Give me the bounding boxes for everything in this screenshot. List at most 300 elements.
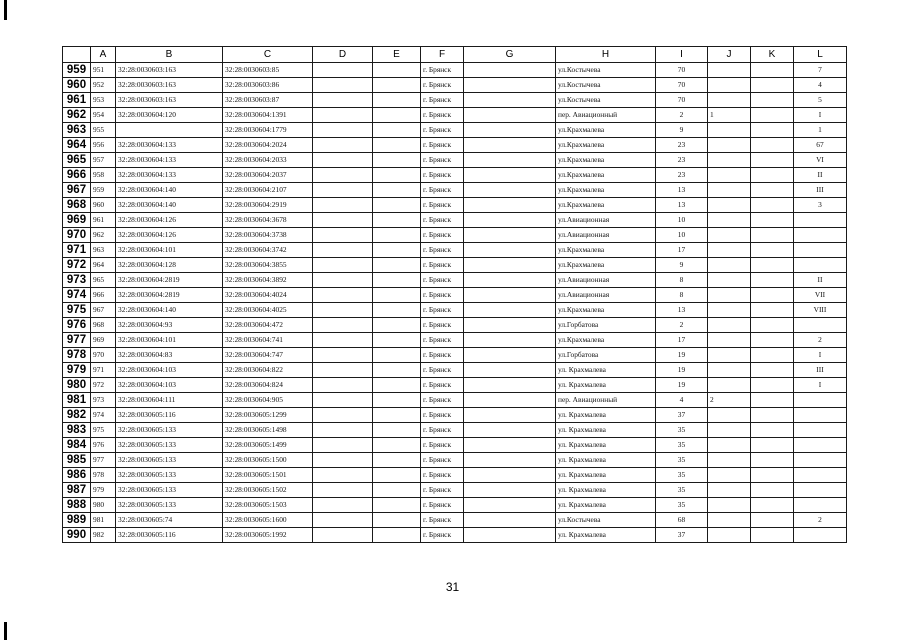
table-row	[63, 363, 847, 378]
cell-f: г. Брянск	[421, 513, 464, 528]
cell-i: 35	[656, 498, 708, 513]
cell-d	[313, 303, 373, 318]
cell-j	[708, 168, 751, 183]
row-number: 988	[63, 498, 91, 513]
cell-f: г. Брянск	[421, 273, 464, 288]
column-header-b: B	[116, 47, 223, 63]
cell-e	[373, 318, 421, 333]
cell-e	[373, 168, 421, 183]
cell-f: г. Брянск	[421, 243, 464, 258]
cell-a: 966	[91, 288, 116, 303]
cell-g	[464, 378, 556, 393]
cell-f: г. Брянск	[421, 378, 464, 393]
cell-j	[708, 138, 751, 153]
cell-j	[708, 423, 751, 438]
cell-e	[373, 288, 421, 303]
cell-h: ул. Крахмалева	[556, 363, 656, 378]
cell-j	[708, 333, 751, 348]
table-row	[63, 348, 847, 363]
cell-d	[313, 123, 373, 138]
table-row	[63, 138, 847, 153]
cell-i: 35	[656, 423, 708, 438]
cell-c: 32:28:0030603:87	[223, 93, 313, 108]
table-row	[63, 438, 847, 453]
cell-e	[373, 438, 421, 453]
row-number: 986	[63, 468, 91, 483]
cell-h: ул.Крахмалева	[556, 198, 656, 213]
cell-b: 32:28:0030604:103	[116, 363, 223, 378]
cell-a: 963	[91, 243, 116, 258]
cell-j: 2	[708, 393, 751, 408]
column-header-d: D	[313, 47, 373, 63]
cell-e	[373, 498, 421, 513]
cell-k	[751, 408, 794, 423]
cell-k	[751, 393, 794, 408]
cell-g	[464, 513, 556, 528]
cell-h: ул.Авиационная	[556, 288, 656, 303]
cell-i: 17	[656, 333, 708, 348]
cell-a: 961	[91, 213, 116, 228]
cell-l: III	[794, 363, 847, 378]
cell-h: ул.Костычева	[556, 63, 656, 78]
cell-i: 8	[656, 288, 708, 303]
cell-a: 960	[91, 198, 116, 213]
cell-k	[751, 363, 794, 378]
table-row	[63, 273, 847, 288]
column-header-e: E	[373, 47, 421, 63]
cell-l: II	[794, 273, 847, 288]
cell-a: 973	[91, 393, 116, 408]
cell-i: 23	[656, 168, 708, 183]
cell-f: г. Брянск	[421, 183, 464, 198]
cell-a: 958	[91, 168, 116, 183]
cell-j	[708, 258, 751, 273]
cell-j	[708, 363, 751, 378]
cell-b: 32:28:0030605:74	[116, 513, 223, 528]
cell-h: ул.Костычева	[556, 78, 656, 93]
cell-k	[751, 243, 794, 258]
cell-f: г. Брянск	[421, 528, 464, 543]
cell-k	[751, 453, 794, 468]
cell-e	[373, 363, 421, 378]
row-number: 965	[63, 153, 91, 168]
cell-c: 32:28:0030604:2107	[223, 183, 313, 198]
cell-k	[751, 303, 794, 318]
cell-i: 17	[656, 243, 708, 258]
cell-g	[464, 138, 556, 153]
cell-h: ул.Крахмалева	[556, 168, 656, 183]
row-number: 983	[63, 423, 91, 438]
cell-g	[464, 303, 556, 318]
cell-h: ул.Горбатова	[556, 318, 656, 333]
table-row	[63, 228, 847, 243]
cell-j	[708, 348, 751, 363]
cell-e	[373, 63, 421, 78]
row-number: 967	[63, 183, 91, 198]
cell-e	[373, 333, 421, 348]
cell-f: г. Брянск	[421, 453, 464, 468]
cell-d	[313, 423, 373, 438]
cell-k	[751, 198, 794, 213]
column-header-i: I	[656, 47, 708, 63]
cell-j	[708, 198, 751, 213]
cell-c: 32:28:0030603:86	[223, 78, 313, 93]
cell-h: ул.Авиационная	[556, 213, 656, 228]
table-row	[63, 393, 847, 408]
cell-c: 32:28:0030604:3678	[223, 213, 313, 228]
row-number: 984	[63, 438, 91, 453]
cell-i: 19	[656, 378, 708, 393]
cell-f: г. Брянск	[421, 213, 464, 228]
cell-h: ул.Крахмалева	[556, 303, 656, 318]
cell-i: 9	[656, 123, 708, 138]
cell-d	[313, 198, 373, 213]
cell-i: 70	[656, 63, 708, 78]
table-row	[63, 93, 847, 108]
cell-g	[464, 258, 556, 273]
cell-c: 32:28:0030605:1500	[223, 453, 313, 468]
cell-f: г. Брянск	[421, 333, 464, 348]
cell-j: 1	[708, 108, 751, 123]
cell-k	[751, 153, 794, 168]
column-header-h: H	[556, 47, 656, 63]
cell-h: ул.Крахмалева	[556, 243, 656, 258]
cell-e	[373, 303, 421, 318]
cell-a: 975	[91, 423, 116, 438]
cell-b: 32:28:0030605:116	[116, 408, 223, 423]
cell-g	[464, 198, 556, 213]
cell-a: 970	[91, 348, 116, 363]
row-number: 962	[63, 108, 91, 123]
scan-edge-mark-bottom	[4, 622, 7, 640]
cell-c: 32:28:0030605:1498	[223, 423, 313, 438]
cell-a: 959	[91, 183, 116, 198]
cell-g	[464, 78, 556, 93]
cell-a: 969	[91, 333, 116, 348]
cell-i: 2	[656, 318, 708, 333]
cell-d	[313, 348, 373, 363]
table-row	[63, 498, 847, 513]
table-row	[63, 468, 847, 483]
cell-b: 32:28:0030604:133	[116, 168, 223, 183]
table-row	[63, 108, 847, 123]
cell-b: 32:28:0030604:140	[116, 303, 223, 318]
cell-d	[313, 483, 373, 498]
cell-h: ул. Крахмалева	[556, 438, 656, 453]
cell-j	[708, 243, 751, 258]
row-number: 979	[63, 363, 91, 378]
cell-g	[464, 123, 556, 138]
cell-e	[373, 138, 421, 153]
cell-i: 23	[656, 138, 708, 153]
cell-k	[751, 93, 794, 108]
cell-l	[794, 408, 847, 423]
cell-g	[464, 318, 556, 333]
column-header-k: K	[751, 47, 794, 63]
cell-l	[794, 318, 847, 333]
cell-j	[708, 153, 751, 168]
cell-b: 32:28:0030604:133	[116, 138, 223, 153]
cell-b: 32:28:0030604:101	[116, 243, 223, 258]
cell-e	[373, 123, 421, 138]
cell-h: ул. Крахмалева	[556, 483, 656, 498]
cell-d	[313, 498, 373, 513]
row-number: 972	[63, 258, 91, 273]
cell-b: 32:28:0030604:2819	[116, 288, 223, 303]
table-row	[63, 63, 847, 78]
cell-a: 978	[91, 468, 116, 483]
cell-l	[794, 228, 847, 243]
cell-h: ул. Крахмалева	[556, 378, 656, 393]
cell-l: I	[794, 108, 847, 123]
cell-i: 13	[656, 303, 708, 318]
table-row	[63, 198, 847, 213]
cell-l: VII	[794, 288, 847, 303]
cell-a: 979	[91, 483, 116, 498]
cell-k	[751, 123, 794, 138]
cell-k	[751, 138, 794, 153]
table-row	[63, 333, 847, 348]
cell-e	[373, 378, 421, 393]
cell-g	[464, 393, 556, 408]
cell-f: г. Брянск	[421, 63, 464, 78]
row-number: 960	[63, 78, 91, 93]
cell-f: г. Брянск	[421, 153, 464, 168]
cell-b: 32:28:0030604:128	[116, 258, 223, 273]
cell-d	[313, 243, 373, 258]
cell-b: 32:28:0030604:103	[116, 378, 223, 393]
row-number: 970	[63, 228, 91, 243]
cell-g	[464, 153, 556, 168]
cell-k	[751, 258, 794, 273]
cell-k	[751, 333, 794, 348]
cell-e	[373, 153, 421, 168]
cell-k	[751, 378, 794, 393]
cell-b: 32:28:0030604:133	[116, 153, 223, 168]
cell-h: ул.Горбатова	[556, 348, 656, 363]
cell-d	[313, 93, 373, 108]
cell-a: 956	[91, 138, 116, 153]
row-number: 987	[63, 483, 91, 498]
cell-k	[751, 348, 794, 363]
cell-j	[708, 183, 751, 198]
cell-f: г. Брянск	[421, 303, 464, 318]
cell-b: 32:28:0030605:116	[116, 528, 223, 543]
cell-c: 32:28:0030605:1499	[223, 438, 313, 453]
cell-l	[794, 438, 847, 453]
column-header-row	[63, 47, 847, 63]
cell-d	[313, 318, 373, 333]
cell-e	[373, 108, 421, 123]
cell-h: ул.Крахмалева	[556, 123, 656, 138]
cell-j	[708, 528, 751, 543]
cell-j	[708, 93, 751, 108]
cell-g	[464, 408, 556, 423]
cell-d	[313, 363, 373, 378]
cell-b: 32:28:0030604:101	[116, 333, 223, 348]
row-number: 963	[63, 123, 91, 138]
cell-i: 23	[656, 153, 708, 168]
cell-k	[751, 63, 794, 78]
cell-a: 955	[91, 123, 116, 138]
table-row	[63, 528, 847, 543]
cell-j	[708, 228, 751, 243]
cell-c: 32:28:0030603:85	[223, 63, 313, 78]
row-number: 959	[63, 63, 91, 78]
cell-j	[708, 288, 751, 303]
cell-c: 32:28:0030604:3738	[223, 228, 313, 243]
cell-a: 954	[91, 108, 116, 123]
cell-f: г. Брянск	[421, 138, 464, 153]
cell-f: г. Брянск	[421, 93, 464, 108]
cell-c: 32:28:0030605:1503	[223, 498, 313, 513]
cell-l: 7	[794, 63, 847, 78]
row-number: 980	[63, 378, 91, 393]
cell-i: 70	[656, 78, 708, 93]
cell-j	[708, 408, 751, 423]
cell-e	[373, 528, 421, 543]
cell-d	[313, 78, 373, 93]
cell-g	[464, 243, 556, 258]
row-number: 974	[63, 288, 91, 303]
cell-b: 32:28:0030604:126	[116, 213, 223, 228]
cell-c: 32:28:0030604:2024	[223, 138, 313, 153]
cell-d	[313, 183, 373, 198]
cell-e	[373, 273, 421, 288]
table-row	[63, 153, 847, 168]
cell-f: г. Брянск	[421, 168, 464, 183]
column-header-g: G	[464, 47, 556, 63]
row-number: 969	[63, 213, 91, 228]
cell-i: 35	[656, 483, 708, 498]
cell-c: 32:28:0030604:1391	[223, 108, 313, 123]
cell-h: ул. Крахмалева	[556, 468, 656, 483]
cell-a: 980	[91, 498, 116, 513]
cell-l: VI	[794, 153, 847, 168]
cell-c: 32:28:0030604:3892	[223, 273, 313, 288]
cell-d	[313, 333, 373, 348]
cell-f: г. Брянск	[421, 288, 464, 303]
cell-i: 9	[656, 258, 708, 273]
cell-f: г. Брянск	[421, 348, 464, 363]
cell-g	[464, 468, 556, 483]
table-row	[63, 243, 847, 258]
table-row	[63, 483, 847, 498]
cell-c: 32:28:0030604:2037	[223, 168, 313, 183]
cell-h: ул.Крахмалева	[556, 183, 656, 198]
cell-f: г. Брянск	[421, 198, 464, 213]
row-number: 976	[63, 318, 91, 333]
cell-j	[708, 78, 751, 93]
cell-g	[464, 273, 556, 288]
column-header-corner	[63, 47, 91, 63]
cell-a: 971	[91, 363, 116, 378]
cell-l	[794, 483, 847, 498]
cell-d	[313, 63, 373, 78]
cell-e	[373, 513, 421, 528]
cell-d	[313, 408, 373, 423]
cell-h: ул. Крахмалева	[556, 423, 656, 438]
cell-l	[794, 423, 847, 438]
cell-k	[751, 183, 794, 198]
row-number: 973	[63, 273, 91, 288]
cell-h: ул. Крахмалева	[556, 453, 656, 468]
cell-l	[794, 243, 847, 258]
cell-b: 32:28:0030603:163	[116, 78, 223, 93]
row-number: 968	[63, 198, 91, 213]
table-row	[63, 258, 847, 273]
cell-l	[794, 468, 847, 483]
cell-a: 976	[91, 438, 116, 453]
row-number: 975	[63, 303, 91, 318]
cell-j	[708, 213, 751, 228]
cell-e	[373, 453, 421, 468]
cell-a: 965	[91, 273, 116, 288]
cell-f: г. Брянск	[421, 438, 464, 453]
cell-j	[708, 468, 751, 483]
cell-a: 982	[91, 528, 116, 543]
cell-b: 32:28:0030604:120	[116, 108, 223, 123]
cell-l: 5	[794, 93, 847, 108]
cell-e	[373, 213, 421, 228]
cell-d	[313, 468, 373, 483]
cell-g	[464, 483, 556, 498]
cell-d	[313, 213, 373, 228]
cell-j	[708, 378, 751, 393]
cell-k	[751, 228, 794, 243]
cell-k	[751, 213, 794, 228]
cell-g	[464, 228, 556, 243]
cell-a: 981	[91, 513, 116, 528]
table-row	[63, 288, 847, 303]
cell-b: 32:28:0030604:93	[116, 318, 223, 333]
cell-h: пер. Авиационный	[556, 393, 656, 408]
row-number: 981	[63, 393, 91, 408]
cell-g	[464, 288, 556, 303]
table-row	[63, 423, 847, 438]
cell-l: 67	[794, 138, 847, 153]
cell-d	[313, 438, 373, 453]
cell-e	[373, 468, 421, 483]
cell-a: 953	[91, 93, 116, 108]
row-number: 961	[63, 93, 91, 108]
cell-j	[708, 273, 751, 288]
cell-i: 68	[656, 513, 708, 528]
column-header-l: L	[794, 47, 847, 63]
table-row	[63, 453, 847, 468]
cell-g	[464, 498, 556, 513]
column-header-j: J	[708, 47, 751, 63]
cell-i: 10	[656, 213, 708, 228]
cell-e	[373, 183, 421, 198]
cell-f: г. Брянск	[421, 123, 464, 138]
cell-b: 32:28:0030604:2819	[116, 273, 223, 288]
cell-a: 977	[91, 453, 116, 468]
cell-g	[464, 93, 556, 108]
table-row	[63, 183, 847, 198]
cell-g	[464, 168, 556, 183]
cell-e	[373, 198, 421, 213]
cell-b: 32:28:0030605:133	[116, 453, 223, 468]
cell-k	[751, 318, 794, 333]
cell-d	[313, 228, 373, 243]
cell-i: 37	[656, 528, 708, 543]
cell-e	[373, 393, 421, 408]
cell-j	[708, 318, 751, 333]
cell-l	[794, 213, 847, 228]
row-number: 989	[63, 513, 91, 528]
cell-l	[794, 498, 847, 513]
